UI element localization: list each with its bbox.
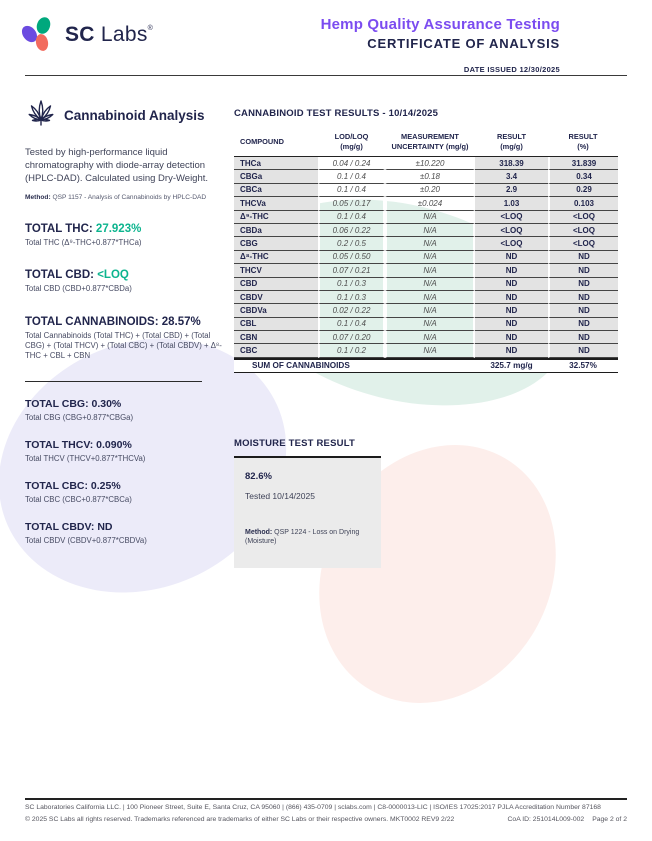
compound-cell: CBC (234, 344, 318, 357)
sclabs-logo-icon (22, 16, 58, 54)
result-pct-cell: ND (548, 251, 618, 264)
table-row (234, 211, 618, 224)
table-row (234, 157, 618, 170)
total-cbc-label: TOTAL CBC: (25, 480, 91, 493)
result-pct-cell: ND (548, 278, 618, 291)
table-row (234, 224, 618, 237)
total-thc-formula: Total THC (Δ⁹-THC+0.877*THCa) (25, 238, 142, 248)
total-thc-label: TOTAL THC: (25, 223, 96, 236)
results-title-date: 10/14/2025 (388, 108, 439, 119)
result-pct-cell: <LOQ (548, 237, 618, 250)
total-cbc-value: 0.25% (90, 480, 121, 493)
uncertainty-cell: ±0.024 (385, 197, 475, 210)
col-compound: COMPOUND (234, 127, 318, 157)
result-mgg-cell: 3.4 (475, 170, 548, 183)
moisture-method-label: Method: (245, 529, 273, 536)
table-row (234, 197, 618, 210)
lodloq-cell: 0.07 / 0.20 (318, 331, 385, 344)
result-pct-cell: 0.103 (548, 197, 618, 210)
method-label: Method: (25, 194, 51, 202)
uncertainty-cell: ±10.220 (385, 157, 475, 170)
result-mgg-cell: ND (475, 331, 548, 344)
result-pct-cell: <LOQ (548, 224, 618, 237)
table-row (234, 318, 618, 331)
total-cbd-formula: Total CBD (CBD+0.877*CBDa) (25, 284, 132, 294)
sum-row (234, 358, 618, 373)
sclabs-logo (22, 16, 153, 54)
total-thcv-formula: Total THCV (THCV+0.877*THCVa) (25, 454, 146, 464)
result-pct-cell: 0.34 (548, 170, 618, 183)
lodloq-cell: 0.07 / 0.21 (318, 264, 385, 277)
analysis-description: Tested by high-performance liquid chromatography with diode-array detection (HPLC-DAD). Calculated using Dry-Weight. (25, 147, 209, 185)
compound-cell: THCV (234, 264, 318, 277)
compound-cell: CBCa (234, 184, 318, 197)
uncertainty-cell: N/A (385, 211, 475, 224)
total-thcv-value: 0.090% (96, 439, 132, 452)
result-mgg-cell: ND (475, 251, 548, 264)
table-row (234, 237, 618, 250)
lodloq-cell: 0.2 / 0.5 (318, 237, 385, 250)
total-cannabinoids (25, 316, 231, 361)
results-title-separator: - (379, 108, 389, 119)
col-result-mgg: RESULT (mg/g) (475, 127, 548, 157)
table-row (234, 184, 618, 197)
total-cbdv-label: TOTAL CBDV: (25, 521, 98, 534)
result-pct-cell: ND (548, 264, 618, 277)
lodloq-cell: 0.1 / 0.4 (318, 318, 385, 331)
uncertainty-cell: ±0.18 (385, 170, 475, 183)
uncertainty-cell: N/A (385, 278, 475, 291)
total-cbc (25, 480, 231, 505)
col-lodloq: LOD/LOQ (mg/g) (318, 127, 385, 157)
cannabis-leaf-icon (25, 98, 57, 132)
moisture-section (234, 438, 381, 568)
document-subtitle: CERTIFICATE OF ANALYSIS (367, 36, 560, 51)
cannabinoid-analysis-panel (25, 98, 231, 546)
total-cbdv-value: ND (97, 521, 113, 534)
lodloq-cell: 0.02 / 0.22 (318, 304, 385, 317)
total-cannabinoids-formula: Total Cannabinoids (Total THC) + (Total CBD) + (Total CBG) + (Total THCV) + (Total CBC) + (Total CBDV) + Δ⁸-THC + CBL + CBN (25, 330, 222, 360)
header-divider (25, 75, 627, 76)
total-thc (25, 223, 231, 248)
total-cbd-value: <LOQ (97, 269, 129, 282)
document-title: Hemp Quality Assurance Testing (320, 16, 560, 33)
result-pct-cell: ND (548, 291, 618, 304)
coa-id: CoA ID: 251014L009-002 (507, 816, 585, 823)
compound-cell: Δ⁹-THC (234, 211, 318, 224)
lodloq-cell: 0.1 / 0.2 (318, 344, 385, 357)
moisture-method (245, 528, 370, 547)
registered-mark: ® (147, 25, 154, 32)
date-issued: DATE ISSUED 12/30/2025 (463, 65, 560, 74)
lodloq-cell: 0.1 / 0.3 (318, 291, 385, 304)
total-cbg-formula: Total CBG (CBG+0.877*CBGa) (25, 412, 134, 422)
section-header (25, 98, 231, 132)
results-table-header (234, 127, 618, 157)
results-table-body (234, 157, 618, 358)
logo-petal-coral (34, 33, 49, 52)
result-pct-cell: ND (548, 344, 618, 357)
uncertainty-cell: N/A (385, 331, 475, 344)
cannabinoid-results-section (234, 108, 618, 373)
result-mgg-cell: 1.03 (475, 197, 548, 210)
sum-result-pct: 32.57% (548, 358, 618, 373)
footer-line1: SC Laboratories California LLC. | 100 Pioneer Street, Suite E, Santa Cruz, CA 95060 | (866) 435-0709 | sclabs.com | C8-0000013-LIC | ISO/IES 17025:2017 PJLA Accreditation Number 87168 (25, 804, 601, 811)
col-result-pct: RESULT (%) (548, 127, 618, 157)
logo-text-labs: Labs (100, 23, 148, 46)
result-pct-cell: ND (548, 304, 618, 317)
result-mgg-cell: 2.9 (475, 184, 548, 197)
moisture-result-box (234, 456, 381, 568)
result-mgg-cell: ND (475, 318, 548, 331)
uncertainty-cell: N/A (385, 318, 475, 331)
col-uncertainty: MEASUREMENT UNCERTAINTY (mg/g) (385, 127, 475, 157)
compound-cell: CBL (234, 318, 318, 331)
footer-divider (25, 798, 627, 800)
result-pct-cell: ND (548, 331, 618, 344)
result-mgg-cell: ND (475, 291, 548, 304)
lodloq-cell: 0.1 / 0.4 (318, 170, 385, 183)
method-text: QSP 1157 - Analysis of Cannabinoids by HPLC-DAD (50, 194, 207, 202)
uncertainty-cell: N/A (385, 291, 475, 304)
results-table-footer (234, 358, 618, 373)
total-cbdv-formula: Total CBDV (CBDV+0.877*CBDVa) (25, 536, 147, 546)
analysis-method (25, 194, 231, 201)
left-panel-divider (25, 381, 202, 382)
section-title: Cannabinoid Analysis (64, 107, 205, 123)
logo-text-sc: SC (65, 23, 95, 46)
result-mgg-cell: ND (475, 344, 548, 357)
moisture-tested-date: Tested 10/14/2025 (245, 491, 315, 501)
moisture-value: 82.6% (245, 471, 272, 482)
moisture-title: MOISTURE TEST RESULT (234, 438, 355, 449)
result-mgg-cell: 318.39 (475, 157, 548, 170)
footer-copyright: © 2025 SC Labs all rights reserved. Trademarks referenced are trademarks of either SC Labs or their respective owners. MKT0002 REV9 2/22 (25, 816, 455, 823)
total-thc-value: 27.923% (95, 223, 142, 236)
uncertainty-cell: N/A (385, 224, 475, 237)
table-row (234, 344, 618, 357)
result-pct-cell: 31.839 (548, 157, 618, 170)
uncertainty-cell: N/A (385, 237, 475, 250)
uncertainty-cell: N/A (385, 251, 475, 264)
uncertainty-cell: N/A (385, 264, 475, 277)
results-title-text: CANNABINOID TEST RESULTS (234, 108, 380, 119)
moisture-method-text: QSP 1224 - Loss on Drying (Moisture) (245, 529, 360, 546)
total-cbg-value: 0.30% (91, 397, 122, 410)
lodloq-cell: 0.1 / 0.4 (318, 184, 385, 197)
compound-cell: THCa (234, 157, 318, 170)
lodloq-cell: 0.04 / 0.24 (318, 157, 385, 170)
table-row (234, 331, 618, 344)
lodloq-cell: 0.06 / 0.22 (318, 224, 385, 237)
compound-cell: CBDV (234, 291, 318, 304)
table-row (234, 170, 618, 183)
compound-cell: CBDVa (234, 304, 318, 317)
result-mgg-cell: <LOQ (475, 211, 548, 224)
table-row (234, 251, 618, 264)
lodloq-cell: 0.05 / 0.50 (318, 251, 385, 264)
compound-cell: CBN (234, 331, 318, 344)
table-row (234, 278, 618, 291)
logo-wordmark (65, 23, 153, 47)
lodloq-cell: 0.05 / 0.17 (318, 197, 385, 210)
sum-label: SUM OF CANNABINOIDS (234, 358, 475, 373)
total-cbc-formula: Total CBC (CBC+0.877*CBCa) (25, 495, 132, 505)
uncertainty-cell: N/A (385, 304, 475, 317)
document-header (321, 16, 560, 74)
total-cannabinoids-label: TOTAL CANNABINOIDS: (25, 315, 162, 328)
compound-cell: Δ⁸-THC (234, 251, 318, 264)
uncertainty-cell: N/A (385, 344, 475, 357)
result-mgg-cell: <LOQ (475, 237, 548, 250)
total-cannabinoids-value: 28.57% (161, 315, 201, 328)
total-thcv-label: TOTAL THCV: (25, 439, 97, 452)
result-pct-cell: <LOQ (548, 211, 618, 224)
table-row (234, 304, 618, 317)
sum-result-mgg: 325.7 mg/g (475, 358, 548, 373)
lodloq-cell: 0.1 / 0.4 (318, 211, 385, 224)
result-mgg-cell: ND (475, 278, 548, 291)
total-cbg (25, 398, 231, 423)
compound-cell: THCVa (234, 197, 318, 210)
total-cbdv (25, 521, 231, 546)
total-thcv (25, 439, 231, 464)
logo-petal-green (34, 15, 52, 35)
table-row (234, 291, 618, 304)
compound-cell: CBDa (234, 224, 318, 237)
compound-cell: CBG (234, 237, 318, 250)
lodloq-cell: 0.1 / 0.3 (318, 278, 385, 291)
footer-line2 (25, 816, 627, 823)
total-cbg-label: TOTAL CBG: (25, 397, 92, 410)
table-row (234, 264, 618, 277)
result-mgg-cell: <LOQ (475, 224, 548, 237)
compound-cell: CBD (234, 278, 318, 291)
cannabinoid-results-table (234, 127, 618, 373)
results-table-title (234, 108, 618, 119)
result-mgg-cell: ND (475, 264, 548, 277)
uncertainty-cell: ±0.20 (385, 184, 475, 197)
total-cbd-label: TOTAL CBD: (25, 269, 98, 282)
result-pct-cell: ND (548, 318, 618, 331)
result-mgg-cell: ND (475, 304, 548, 317)
page-number: Page 2 of 2 (592, 816, 627, 823)
compound-cell: CBGa (234, 170, 318, 183)
total-cbd (25, 269, 231, 294)
result-pct-cell: 0.29 (548, 184, 618, 197)
